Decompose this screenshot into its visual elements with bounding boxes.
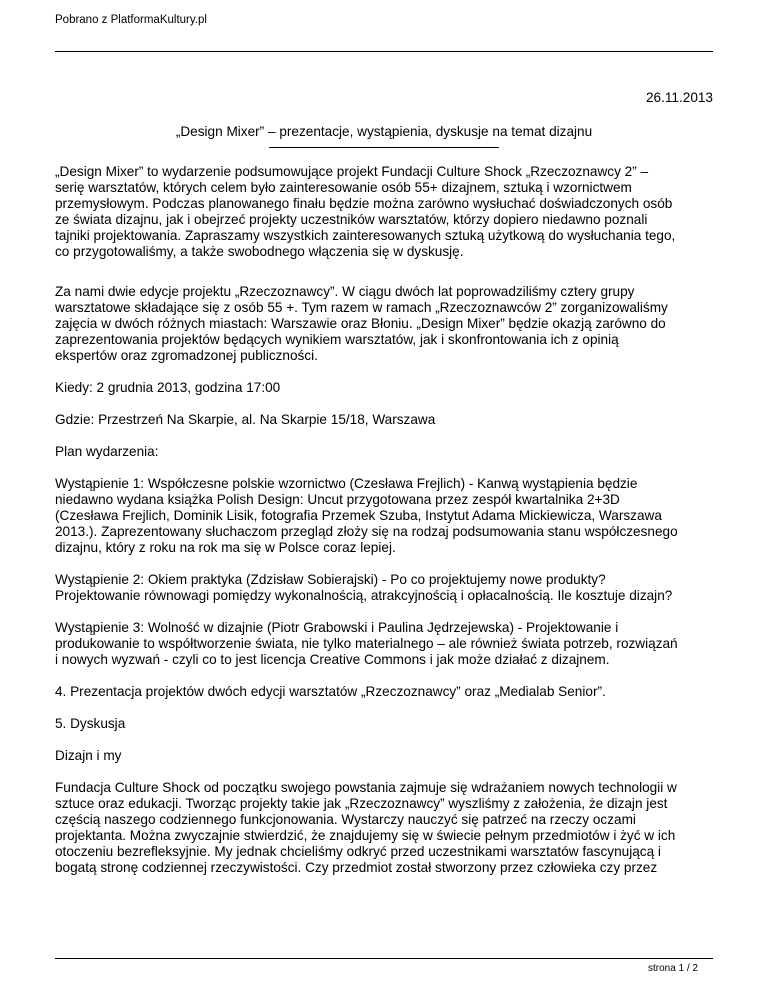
title-divider <box>269 147 499 148</box>
paragraph-talk-2: Wystąpienie 2: Okiem praktyka (Zdzisław Sobierajski) - Po co projektujemy nowe produkty? Projektowanie równowagi pomiędzy wykonalnością, atrakcyjnością i opłacalnością. Ile kosztuje dizajn? <box>55 572 673 603</box>
paragraph-talk-3: Wystąpienie 3: Wolność w dizajnie (Piotr Grabowski i Paulina Jędrzejewska) - Projektowanie i produkowanie to współtworzenie świata, nie tylko materialnego – ale również świata potrzeb, rozwiązań i nowych wyzwań - czyli co to jest licencja Creative Commons i jak może działać z dizajnem. <box>55 620 678 667</box>
paragraph-editions: Za nami dwie edycje projektu „Rzeczoznawcy”. W ciągu dwóch lat poprowadziliśmy cztery grupy warsztatowe składające się z osób 55 +. Tym razem w ramach „Rzeczoznawców 2” zorganizowaliśmy zajęcia w dwóch różnych miastach: Warszawie oraz Błoniu. „Design Mixer” będzie okazją zarówno do zaprezentowania projektów będących wynikiem warsztatów, jak i skonfrontowania ich z opinią ekspertów oraz zgromadzonej publiczności. <box>55 284 668 363</box>
page-number: strona 1 / 2 <box>647 963 698 974</box>
paragraph-plan-heading: Plan wydarzenia: <box>55 444 159 459</box>
header-divider <box>55 51 713 52</box>
paragraph-discussion: 5. Dyskusja <box>55 716 126 731</box>
paragraph-foundation: Fundacja Culture Shock od początku swojego powstania zajmuje się wdrażaniem nowych technologii w sztuce oraz edukacji. Tworząc projekty takie jak „Rzeczoznawcy” wyszliśmy z założenia, że dizajn jest częścią naszego codziennego funkcjonowania. Wystarczy nauczyć się patrzeć na rzeczy oczami projektanta. Można zwyczajnie stwierdzić, że znajdujemy się w świecie pełnym przedmiotów i żyć w ich otoczeniu bezrefleksyjnie. My jednak chcieliśmy odkryć przed uczestnikami warsztatów fascynującą i bogatą stronę codziennej rzeczywistości. Czy przedmiot został stworzony przez człowieka czy przez <box>55 780 677 875</box>
paragraph-talk-1: Wystąpienie 1: Współczesne polskie wzornictwo (Czesława Frejlich) - Kanwą wystąpienia będzie niedawno wydana książka Polish Design: Uncut przygotowana przez zespół kwartalnika 2+3D (Czesława Frejlich, Dominik Lisik, fotografia Przemek Szuba, Instytut Adama Mickiewicza, Warszawa 2013.). Zaprezentowany słuchaczom przegląd złoży się na rodzaj podsumowania stanu współczesnego dizajnu, który z roku na rok ma się w Polsce coraz lepiej. <box>55 476 678 555</box>
paragraph-when: Kiedy: 2 grudnia 2013, godzina 17:00 <box>55 380 281 395</box>
article-title: „Design Mixer” – prezentacje, wystąpienia, dyskusje na temat dizajnu <box>175 124 593 139</box>
article-date: 26.11.2013 <box>645 90 713 105</box>
paragraph-where: Gdzie: Przestrzeń Na Skarpie, al. Na Skarpie 15/18, Warszawa <box>55 412 436 427</box>
source-header: Pobrano z PlatformaKultury.pl <box>55 14 207 26</box>
footer-divider <box>55 958 713 959</box>
paragraph-intro: „Design Mixer” to wydarzenie podsumowujące projekt Fundacji Culture Shock „Rzeczoznawcy 2” – serię warsztatów, których celem było zainteresowanie osób 55+ dizajnem, sztuką i wzornictwem przemysłowym. Podczas planowanego finału będzie można zarówno wysłuchać doświadczonych osób ze świata dizajnu, jak i obejrzeć projekty uczestników warsztatów, którzy dopiero niedawno poznali tajniki projektowania. Zapraszamy wszystkich zainteresowanych sztuką użytkową do wysłuchania tego, co przygotowaliśmy, a także swobodnego włączenia się w dyskusję. <box>55 164 676 259</box>
article-body <box>55 90 713 876</box>
paragraph-presentation: 4. Prezentacja projektów dwóch edycji warsztatów „Rzeczoznawcy” oraz „Medialab Senior”. <box>55 684 606 699</box>
paragraph-section-heading: Dizajn i my <box>55 748 122 763</box>
